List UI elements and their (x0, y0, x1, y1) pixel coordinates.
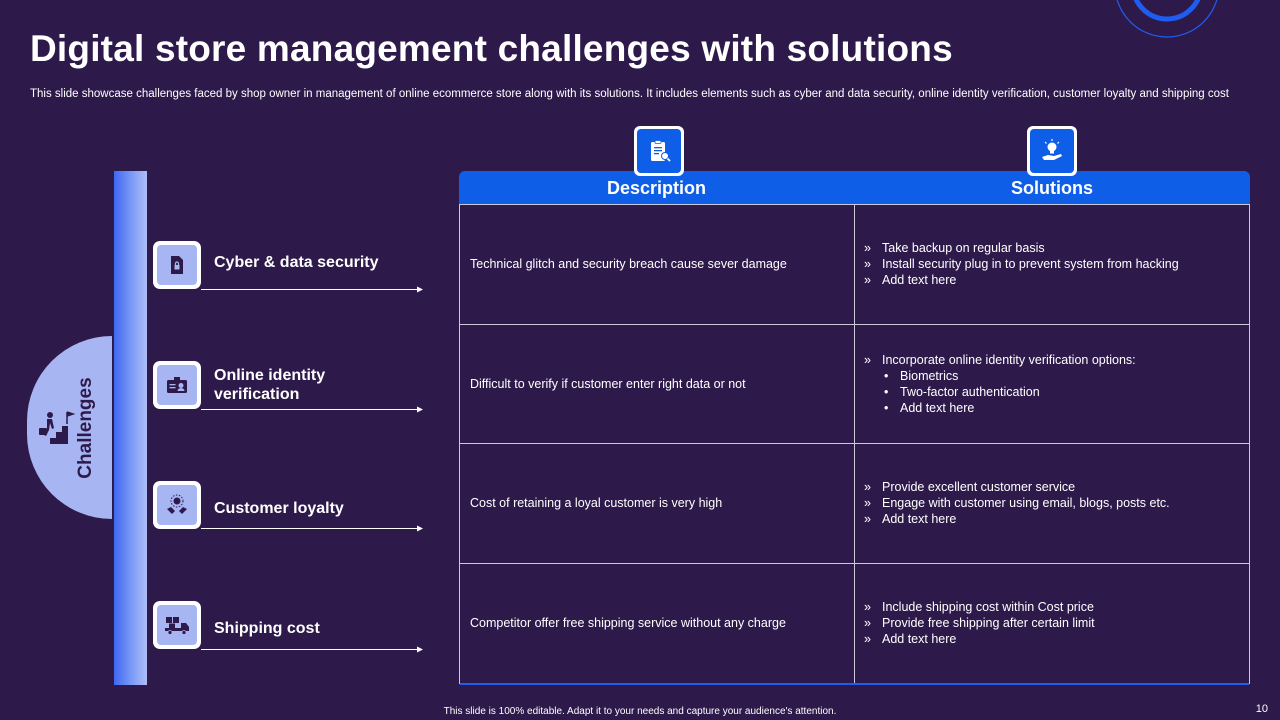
challenge-arrow-identity-verification (201, 405, 424, 414)
row-solutions (855, 444, 1249, 564)
row-description: Cost of retaining a loyal customer is very high (460, 444, 855, 564)
solution-item: » Add text here (864, 512, 957, 527)
solution-item: » Include shipping cost within Cost price (864, 600, 1094, 615)
solution-subitem: • Add text here (884, 400, 975, 415)
row-solutions (855, 205, 1249, 325)
solution-item: » Provide free shipping after certain limit (864, 616, 1095, 631)
challenges-vertical-bar (114, 171, 147, 685)
solution-item: » Engage with customer using email, blogs, posts etc. (864, 496, 1170, 511)
hands-loyalty-icon (153, 481, 201, 529)
document-clipboard-icon (634, 126, 684, 176)
challenge-arrow-shipping-cost (201, 645, 424, 654)
solution-item: » Take backup on regular basis (864, 241, 1045, 256)
challenge-arrow-customer-loyalty (201, 524, 424, 533)
solution-item: » Provide excellent customer service (864, 480, 1076, 495)
decorative-ring-icon (1112, 0, 1222, 40)
row-description: Technical glitch and security breach cause sever damage (460, 205, 855, 325)
file-lock-icon (153, 241, 201, 289)
delivery-truck-icon (153, 601, 201, 649)
solution-subitem: • Two-factor authentication (884, 384, 1040, 399)
climbing-stairs-icon (36, 408, 76, 448)
slide-title: Digital store management challenges with solutions (30, 28, 953, 69)
challenge-label-cyber-security: Cyber & data security (214, 254, 379, 271)
challenge-label-identity-verification: Online identity verification (214, 367, 326, 403)
header-description: Description (606, 178, 707, 198)
slide-subtitle: This slide showcase challenges faced by shop owner in management of online ecommerce store along with its solutions. It includes elements such as cyber and data security, online identity verification, customer loyalty and shipping cost (30, 88, 1229, 100)
row-solutions (855, 564, 1249, 684)
id-card-icon (153, 361, 201, 409)
solution-item: » Add text here (864, 273, 957, 288)
footer-note: This slide is 100% editable. Adapt it to your needs and capture your audience's attention. (443, 706, 837, 717)
challenge-label-shipping-cost: Shipping cost (214, 620, 320, 637)
solution-subitem: • Biometrics (884, 368, 959, 383)
row-solutions (855, 325, 1249, 445)
row-description: Difficult to verify if customer enter right data or not (460, 325, 855, 445)
solution-item: » Incorporate online identity verification options: (864, 352, 1136, 367)
header-solutions: Solutions (1011, 178, 1093, 198)
challenges-table (459, 204, 1250, 684)
lightbulb-hand-icon (1027, 126, 1077, 176)
challenge-label-customer-loyalty: Customer loyalty (214, 500, 344, 517)
solution-item: » Install security plug in to prevent system from hacking (864, 257, 1179, 272)
row-description: Competitor offer free shipping service without any charge (460, 564, 855, 684)
page-number: 10 (1255, 703, 1268, 715)
solution-item: » Add text here (864, 632, 957, 647)
challenges-label: Challenges (75, 377, 96, 479)
table-header (459, 171, 1250, 204)
challenge-arrow-cyber-security (201, 285, 424, 294)
